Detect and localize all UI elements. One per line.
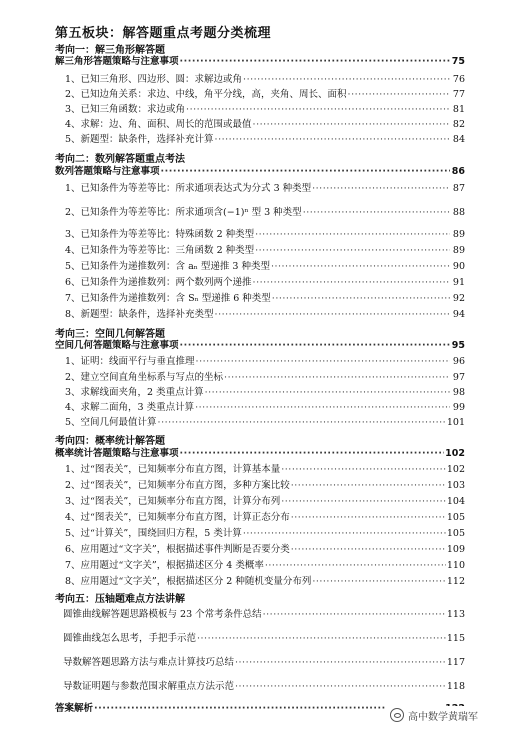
toc-entry[interactable]: 7、应用题过“文字关”，根据描述区分 4 类概率 ····· 110 [55,557,465,572]
toc-entry[interactable]: 圆锥曲线怎么思考，手把手示范 ····· 115 [63,630,465,645]
toc-entry-sub-3[interactable]: 空间几何答题策略与注意事项 ····· 95 [55,337,465,352]
toc-entry[interactable]: 圆锥曲线解答题思路模板与 23 个常考条件总结 ····· 113 [63,606,465,621]
toc-entry[interactable]: 2、已知条件为等差等比：所求通项含(−1)ⁿ 型 3 种类型 ····· 88 [55,204,465,219]
toc-entry[interactable]: 5、新题型：缺条件，选择补充计算 ····· 84 [55,131,465,146]
toc-entry[interactable]: 3、已知条件为等差等比：特殊函数 2 种类型 ····· 89 [55,226,465,241]
toc-entry[interactable]: 5、过“计算关”，围绕回归方程，5 类计算 ····· 105 [55,525,465,540]
toc-entry-sub-1[interactable]: 解三角形答题策略与注意事项 ····· 75 [55,53,465,68]
watermark-text: 高中数学黄瑞军 [408,711,478,723]
toc-entry[interactable]: 1、已知条件为等差等比：所求通项表达式为分式 3 种类型 ····· 87 [55,180,465,195]
section-heading-3: 考向三：空间几何解答题 [55,329,165,340]
toc-entry[interactable]: 导数证明题与参数范围求解重点方法示范 ····· 118 [63,678,465,693]
toc-entry[interactable]: 导数解答题思路方法与难点计算技巧总结 ····· 117 [63,654,465,669]
toc-entry[interactable]: 7、已知条件为递推数列：含 Sₙ 型递推 6 种类型 ····· 92 [55,290,465,305]
toc-entry[interactable]: 6、应用题过“文字关”，根据描述事件判断是否要分类 ····· 109 [55,541,465,556]
toc-entry[interactable]: 4、求解：边、角、面积、周长的范围或最值 ····· 82 [55,116,465,131]
toc-entry[interactable]: 5、空间几何最值计算 ····· 101 [55,414,465,429]
toc-entry[interactable]: 4、过“图表关”，已知频率分布直方图，计算正态分布 ····· 105 [55,509,465,524]
toc-entry[interactable]: 2、已知边角关系：求边、中线，角平分线，高，夹角、周长、面积 ····· 77 [55,86,465,101]
toc-entry-sub-4[interactable]: 概率统计答题策略与注意事项 ····· 102 [55,445,465,460]
toc-entry[interactable]: 4、已知条件为等差等比：三角函数 2 种类型 ····· 89 [55,242,465,257]
toc-entry[interactable]: 5、已知条件为递推数列：含 aₙ 型递推 3 种类型 ····· 90 [55,258,465,273]
section-heading-2: 考向二：数列解答题重点考法 [55,154,185,165]
section-heading-5: 考向五：压轴题难点方法讲解 [55,594,185,605]
toc-entry[interactable]: 4、求解二面角，3 类重点计算 ····· 99 [55,399,465,414]
toc-entry-answers[interactable]: 答案解析 ····· [55,700,465,715]
section-heading-4: 考向四：概率统计解答题 [55,436,165,447]
toc-entry[interactable]: 1、已知三角形、四边形、圆：求解边或角 ····· 76 [55,71,465,86]
toc-entry[interactable]: 8、新题型：缺条件，选择补充类型 ····· 94 [55,306,465,321]
wechat-icon [390,708,404,722]
toc-entry[interactable]: 2、过“图表关”，已知频率分布直方图，多种方案比较 ····· 103 [55,477,465,492]
toc-entry[interactable]: 6、已知条件为递推数列：两个数列两个递推 ····· 91 [55,274,465,289]
toc-entry[interactable]: 1、过“图表关”，已知频率分布直方图，计算基本量 ····· 102 [55,461,465,476]
section-heading-1: 考向一：解三角形解答题 [55,45,165,56]
toc-entry-sub-2[interactable]: 数列答题策略与注意事项 ····· 86 [55,163,465,178]
toc-entry[interactable]: 3、求解线面夹角，2 类重点计算 ····· 98 [55,384,465,399]
page-title: 第五板块：解答题重点考题分类梳理 [55,26,272,41]
toc-entry[interactable]: 3、过“图表关”，已知频率分布直方图，计算分布列 ····· 104 [55,493,465,508]
toc-entry[interactable]: 2、建立空间直角坐标系与写点的坐标 ····· 97 [55,369,465,384]
toc-entry[interactable]: 3、已知三角函数：求边或角 ····· 81 [55,101,465,116]
toc-entry[interactable]: 1、证明：线面平行与垂直推理 ····· 96 [55,353,465,368]
watermark [386,706,482,724]
toc-entry[interactable]: 8、应用题过“文字关”，根据描述区分 2 种随机变量分布列 ····· 112 [55,573,465,588]
